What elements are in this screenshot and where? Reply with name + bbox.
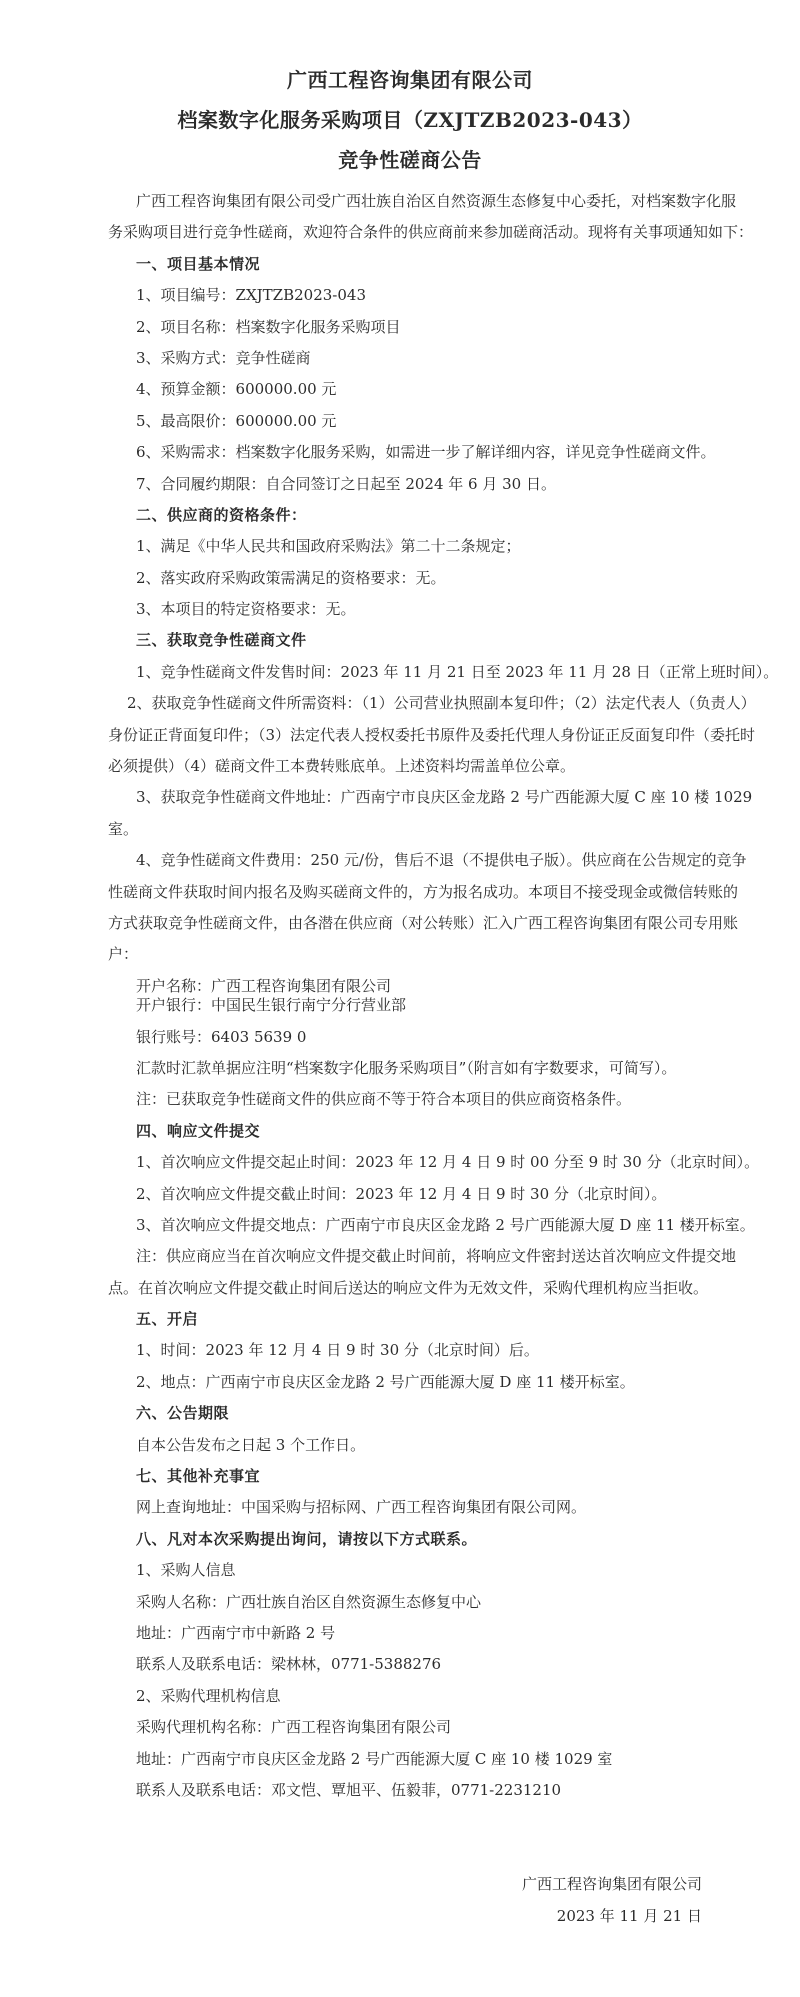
text-line: 三、获取竞争性磋商文件: [136, 631, 307, 650]
document-body: [108, 186, 779, 1806]
text-line: 5、最高限价：600000.00 元: [136, 411, 337, 430]
text-line: 1、项目编号：ZXJTZB2023-043: [136, 286, 366, 305]
text-line: 2、项目名称：档案数字化服务采购项目: [136, 317, 401, 336]
text-line: 二、供应商的资格条件：: [136, 505, 307, 524]
text-line: 性磋商文件获取时间内报名及购买磋商文件的，方为报名成功。本项目不接受现金或微信转账的: [108, 882, 739, 901]
text-line: 1、首次响应文件提交起止时间：2023 年 12 月 4 日 9 时 00 分至 9 时 30 分（北京时间）。: [136, 1153, 760, 1172]
text-line: 1、时间：2023 年 12 月 4 日 9 时 30 分（北京时间）后。: [136, 1341, 539, 1360]
text-line: 点。在首次响应文件提交截止时间后送达的响应文件为无效文件，采购代理机构应当拒收。: [108, 1278, 709, 1297]
text-line: 7、合同履约期限：自合同签订之日起至 2024 年 6 月 30 日。: [136, 474, 556, 493]
text-line: 自本公告发布之日起 3 个工作日。: [136, 1435, 366, 1454]
text-line: 2、落实政府采购政策需满足的资格要求：无。: [136, 568, 446, 587]
text-line: 广西工程咨询集团有限公司受广西壮族自治区自然资源生态修复中心委托，对档案数字化服: [136, 192, 737, 210]
text-line: 1、采购人信息: [136, 1561, 236, 1580]
text-line: 3、首次响应文件提交地点：广西南宁市良庆区金龙路 2 号广西能源大厦 D 座 11 楼开标室。: [136, 1215, 755, 1234]
text-line: 四、响应文件提交: [136, 1121, 261, 1140]
text-line: 2、地点：广西南宁市良庆区金龙路 2 号广西能源大厦 D 座 11 楼开标室。: [136, 1372, 635, 1391]
text-line: 注：供应商应当在首次响应文件提交截止时间前，将响应文件密封送达首次响应文件提交地: [136, 1247, 737, 1266]
signature-block: [108, 1869, 712, 1932]
text-line: 室。: [108, 819, 139, 838]
document-content: [108, 0, 779, 1932]
signature-org: 广西工程咨询集团有限公司: [521, 1875, 702, 1894]
text-line: 2、获取竞争性磋商文件所需资料：（1）公司营业执照副本复印件；（2）法定代表人（负责人）: [127, 694, 756, 713]
text-line: 户：: [108, 945, 139, 964]
document-title-block: [108, 0, 712, 180]
text-line: 方式获取竞争性磋商文件，由各潜在供应商（对公转账）汇入广西工程咨询集团有限公司专用账: [108, 913, 739, 932]
text-line: 开户银行：中国民生银行南宁分行营业部: [136, 996, 407, 1015]
text-line: 银行账号：6403 5639 0: [136, 1027, 307, 1046]
text-line: 3、本项目的特定资格要求：无。: [136, 600, 356, 619]
text-line: 身份证正背面复印件；（3）法定代表人授权委托书原件及委托代理人身份证正反面复印件（委托时: [108, 725, 756, 744]
text-line: 务采购项目进行竞争性磋商，欢迎符合条件的供应商前来参加磋商活动。现将有关事项通知如下：: [108, 223, 754, 242]
text-line: 开户名称：广西工程咨询集团有限公司: [136, 976, 392, 995]
text-line: 采购代理机构名称：广西工程咨询集团有限公司: [136, 1718, 452, 1737]
text-line: 一、项目基本情况: [136, 254, 261, 273]
text-line: 网上查询地址：中国采购与招标网、广西工程咨询集团有限公司网。: [136, 1498, 587, 1517]
text-line: 6、采购需求：档案数字化服务采购，如需进一步了解详细内容，详见竞争性磋商文件。: [136, 443, 716, 462]
text-line: 联系人及联系电话：梁林林，0771-5388276: [136, 1655, 442, 1674]
text-line: 3、采购方式：竞争性磋商: [136, 348, 311, 367]
text-line: 1、满足《中华人民共和国政府采购法》第二十二条规定；: [136, 537, 521, 556]
text-line: 必须提供）（4）磋商文件工本费转账底单。上述资料均需盖单位公章。: [108, 757, 576, 776]
text-line: 地址：广西南宁市良庆区金龙路 2 号广西能源大厦 C 座 10 楼 1029 室: [136, 1749, 613, 1768]
text-line: 五、开启: [136, 1310, 199, 1329]
text-line: 汇款时汇款单据应注明“档案数字化服务采购项目”（附言如有字数要求，可简写）。: [136, 1058, 677, 1077]
text-line: 1、竞争性磋商文件发售时间：2023 年 11 月 21 日至 2023 年 11 月 28 日（正常上班时间）。: [136, 662, 779, 681]
text-line: 采购人名称：广西壮族自治区自然资源生态修复中心: [136, 1592, 482, 1611]
title-project: 档案数字化服务采购项目（ZXJTZB2023-043）: [177, 108, 643, 132]
text-line: 八、凡对本次采购提出询问，请按以下方式联系。: [136, 1529, 478, 1548]
text-line: 七、其他补充事宜: [136, 1467, 261, 1486]
text-line: 联系人及联系电话：邓文恺、覃旭平、伍毅菲，0771-2231210: [136, 1780, 562, 1799]
title-organization: 广西工程咨询集团有限公司: [287, 68, 533, 92]
text-line: 4、竞争性磋商文件费用：250 元/份，售后不退（不提供电子版）。供应商在公告规定的竞争: [136, 851, 747, 870]
text-line: 地址：广西南宁市中新路 2 号: [136, 1623, 336, 1642]
text-line: 注：已获取竞争性磋商文件的供应商不等于符合本项目的供应商资格条件。: [136, 1090, 632, 1109]
signature-date: 2023 年 11 月 21 日: [556, 1906, 702, 1925]
text-line: 2、首次响应文件提交截止时间：2023 年 12 月 4 日 9 时 30 分（北京时间）。: [136, 1184, 667, 1203]
text-line: 六、公告期限: [136, 1404, 230, 1423]
text-line: 2、采购代理机构信息: [136, 1686, 281, 1705]
text-line: 3、获取竞争性磋商文件地址：广西南宁市良庆区金龙路 2 号广西能源大厦 C 座 10 楼 1029: [136, 788, 753, 807]
text-line: 4、预算金额：600000.00 元: [136, 380, 337, 399]
title-announcement-type: 竞争性磋商公告: [338, 148, 482, 172]
